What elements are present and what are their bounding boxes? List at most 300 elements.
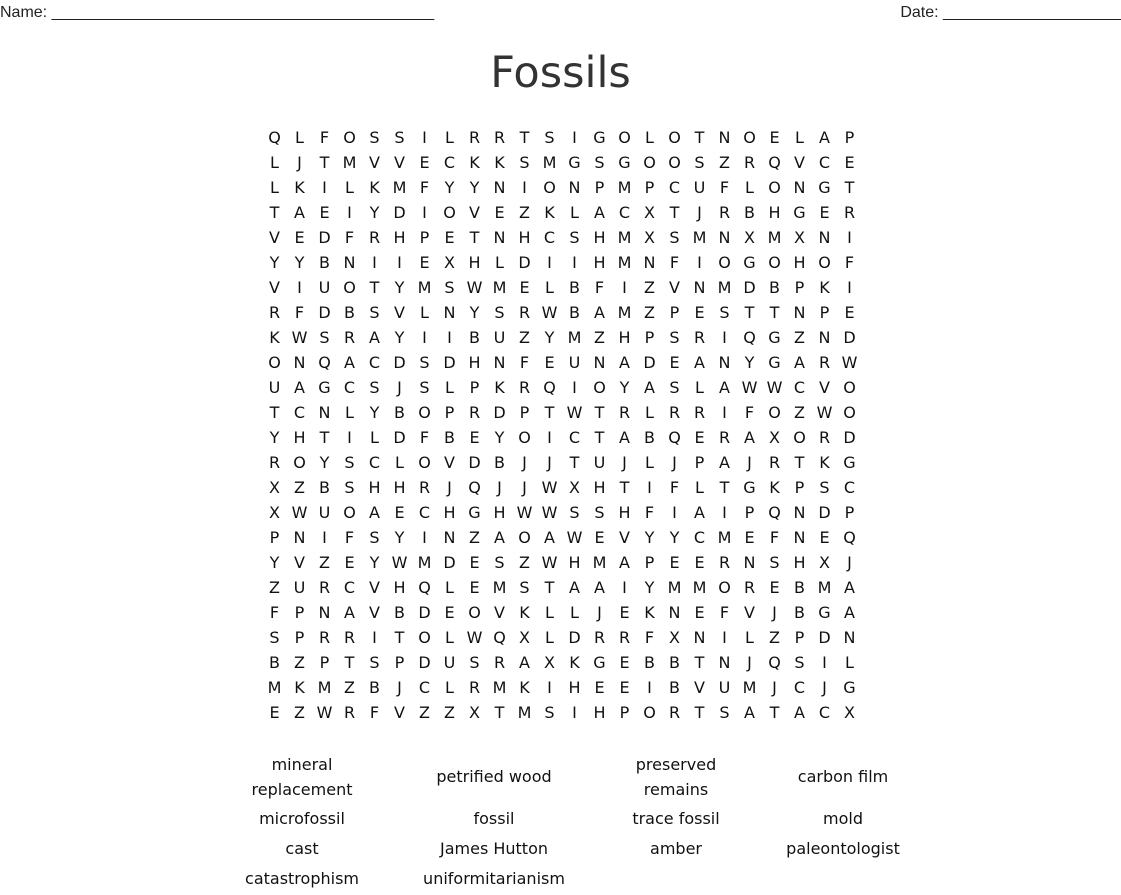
grid-letter: W	[541, 553, 558, 572]
word-list-item	[758, 806, 928, 831]
grid-letter: J	[772, 678, 777, 697]
grid-letter: Z	[644, 303, 655, 322]
grid-letter: U	[493, 328, 506, 347]
grid-letter: U	[693, 178, 706, 197]
grid-letter: S	[669, 328, 680, 347]
grid-letter: P	[794, 628, 805, 647]
word-text: replacement	[251, 780, 353, 799]
grid-letter: Y	[644, 528, 655, 547]
word-list-item	[758, 836, 928, 861]
grid-letter: E	[294, 228, 305, 247]
grid-letter: V	[469, 203, 480, 222]
grid-letter: E	[394, 503, 405, 522]
grid-letter: Z	[519, 553, 530, 572]
name-field[interactable]: Name: ___________________________________________	[0, 4, 435, 21]
grid-letter: K	[494, 153, 505, 172]
grid-letter: V	[369, 153, 380, 172]
grid-letter: S	[719, 303, 730, 322]
grid-letter: R	[343, 703, 356, 722]
grid-letter: D	[843, 428, 856, 447]
grid-letter: C	[568, 428, 581, 447]
grid-letter: X	[544, 653, 555, 672]
grid-letter: H	[768, 203, 781, 222]
grid-letter: M	[617, 228, 632, 247]
grid-letter: E	[544, 353, 555, 372]
grid-row	[262, 650, 862, 675]
grid-letter: W	[566, 403, 583, 422]
grid-letter: K	[469, 153, 480, 172]
grid-letter: N	[718, 228, 731, 247]
grid-letter: Y	[319, 453, 330, 472]
grid-letter: O	[743, 128, 756, 147]
grid-letter: L	[845, 653, 854, 672]
grid-letter: B	[744, 203, 755, 222]
grid-letter: Q	[268, 128, 281, 147]
grid-letter: M	[617, 253, 632, 272]
grid-row	[262, 700, 862, 725]
word-list-item	[399, 836, 589, 861]
grid-letter: W	[541, 303, 558, 322]
grid-letter: R	[718, 428, 731, 447]
grid-letter: F	[669, 253, 680, 272]
grid-letter: R	[618, 403, 631, 422]
grid-letter: F	[344, 228, 355, 247]
grid-row	[262, 600, 862, 625]
grid-letter: M	[492, 678, 507, 697]
grid-letter: V	[694, 678, 705, 697]
grid-letter: J	[397, 678, 402, 697]
grid-letter: L	[420, 303, 429, 322]
grid-letter: Q	[493, 628, 506, 647]
grid-letter: Q	[768, 153, 781, 172]
grid-letter: Q	[743, 328, 756, 347]
grid-letter: O	[518, 428, 531, 447]
grid-letter: N	[693, 278, 706, 297]
grid-letter: I	[847, 278, 852, 297]
grid-letter: J	[847, 553, 852, 572]
grid-letter: K	[644, 603, 655, 622]
word-text: mineral	[271, 755, 333, 774]
grid-letter: K	[494, 378, 505, 397]
grid-letter: R	[468, 403, 481, 422]
grid-letter: J	[697, 203, 702, 222]
grid-letter: C	[343, 578, 356, 597]
grid-row	[262, 400, 862, 425]
grid-letter: Z	[719, 153, 730, 172]
grid-letter: H	[393, 578, 406, 597]
grid-letter: C	[793, 678, 806, 697]
grid-letter: B	[769, 278, 780, 297]
grid-letter: T	[369, 278, 380, 297]
grid-letter: O	[418, 628, 431, 647]
grid-letter: I	[547, 253, 552, 272]
grid-letter: Y	[544, 328, 555, 347]
grid-row	[262, 225, 862, 250]
grid-letter: L	[345, 403, 354, 422]
grid-letter: J	[772, 603, 777, 622]
grid-letter: W	[566, 528, 583, 547]
grid-letter: I	[622, 578, 627, 597]
grid-letter: B	[669, 678, 680, 697]
grid-letter: A	[819, 128, 830, 147]
grid-letter: I	[522, 178, 527, 197]
grid-letter: F	[419, 428, 430, 447]
grid-letter: N	[718, 128, 731, 147]
grid-letter: T	[844, 178, 855, 197]
grid-letter: S	[469, 653, 480, 672]
grid-letter: Y	[744, 353, 755, 372]
grid-row	[262, 525, 862, 550]
grid-letter: M	[692, 578, 707, 597]
grid-letter: N	[568, 178, 581, 197]
grid-letter: J	[397, 378, 402, 397]
grid-letter: G	[743, 253, 756, 272]
grid-letter: E	[419, 253, 430, 272]
grid-letter: Z	[644, 278, 655, 297]
grid-letter: O	[718, 253, 731, 272]
grid-letter: E	[694, 603, 705, 622]
grid-letter: N	[493, 228, 506, 247]
grid-letter: A	[344, 603, 355, 622]
grid-letter: S	[769, 553, 780, 572]
grid-letter: O	[793, 428, 806, 447]
grid-letter: T	[494, 703, 505, 722]
grid-letter: N	[318, 403, 331, 422]
grid-letter: H	[568, 678, 581, 697]
grid-letter: F	[769, 528, 780, 547]
grid-letter: O	[418, 453, 431, 472]
grid-letter: L	[495, 253, 504, 272]
grid-letter: H	[468, 353, 481, 372]
grid-letter: Z	[344, 678, 355, 697]
grid-letter: P	[619, 703, 630, 722]
grid-letter: L	[795, 128, 804, 147]
grid-letter: M	[267, 678, 282, 697]
grid-letter: N	[318, 603, 331, 622]
grid-letter: Z	[594, 328, 605, 347]
grid-letter: O	[668, 153, 681, 172]
word-list-item	[399, 764, 589, 789]
grid-letter: G	[468, 503, 481, 522]
grid-letter: B	[569, 278, 580, 297]
grid-letter: O	[768, 403, 781, 422]
grid-letter: P	[644, 328, 655, 347]
grid-letter: V	[744, 603, 755, 622]
grid-letter: N	[293, 353, 306, 372]
grid-row	[262, 300, 862, 325]
grid-letter: O	[643, 153, 656, 172]
grid-letter: Y	[269, 553, 280, 572]
grid-letter: H	[393, 228, 406, 247]
grid-letter: R	[493, 128, 506, 147]
grid-letter: N	[493, 353, 506, 372]
grid-letter: R	[468, 678, 481, 697]
grid-letter: C	[793, 378, 806, 397]
grid-letter: C	[293, 403, 306, 422]
grid-letter: B	[319, 253, 330, 272]
grid-letter: V	[819, 378, 830, 397]
grid-letter: G	[818, 178, 831, 197]
grid-letter: F	[594, 278, 605, 297]
grid-letter: D	[743, 278, 756, 297]
grid-letter: O	[543, 178, 556, 197]
grid-letter: P	[594, 178, 605, 197]
grid-letter: E	[619, 678, 630, 697]
grid-row	[262, 375, 862, 400]
grid-letter: S	[494, 303, 505, 322]
grid-letter: Q	[843, 528, 856, 547]
word-text: catastrophism	[245, 869, 359, 888]
grid-letter: I	[347, 203, 352, 222]
grid-letter: S	[544, 703, 555, 722]
grid-letter: L	[545, 603, 554, 622]
grid-letter: H	[593, 703, 606, 722]
grid-letter: H	[593, 478, 606, 497]
grid-letter: N	[818, 228, 831, 247]
grid-letter: C	[368, 353, 381, 372]
grid-letter: J	[672, 453, 677, 472]
grid-letter: V	[794, 153, 805, 172]
grid-letter: A	[544, 528, 555, 547]
grid-letter: R	[368, 228, 381, 247]
grid-letter: X	[469, 703, 480, 722]
grid-letter: X	[569, 478, 580, 497]
grid-letter: Q	[768, 653, 781, 672]
grid-letter: D	[393, 428, 406, 447]
grid-letter: N	[443, 528, 456, 547]
grid-letter: Y	[369, 553, 380, 572]
grid-letter: T	[694, 703, 705, 722]
grid-letter: Y	[269, 428, 280, 447]
grid-letter: P	[694, 453, 705, 472]
grid-letter: C	[443, 153, 456, 172]
grid-letter: N	[718, 653, 731, 672]
grid-letter: M	[317, 678, 332, 697]
word-list-item	[217, 806, 387, 831]
grid-letter: I	[822, 653, 827, 672]
grid-letter: L	[445, 678, 454, 697]
grid-letter: W	[291, 328, 308, 347]
grid-letter: E	[469, 428, 480, 447]
grid-letter: H	[443, 503, 456, 522]
word-list-item	[399, 806, 589, 831]
grid-letter: S	[819, 478, 830, 497]
grid-letter: V	[394, 303, 405, 322]
grid-letter: H	[618, 503, 631, 522]
grid-letter: S	[369, 378, 380, 397]
grid-letter: L	[745, 178, 754, 197]
grid-letter: F	[294, 303, 305, 322]
grid-letter: T	[744, 303, 755, 322]
grid-letter: T	[794, 453, 805, 472]
grid-letter: U	[268, 378, 281, 397]
grid-letter: C	[418, 678, 431, 697]
grid-letter: Z	[444, 703, 455, 722]
grid-letter: R	[268, 303, 281, 322]
grid-letter: D	[643, 353, 656, 372]
grid-letter: J	[747, 453, 752, 472]
grid-letter: B	[394, 603, 405, 622]
grid-letter: B	[444, 428, 455, 447]
grid-letter: P	[469, 378, 480, 397]
grid-letter: J	[522, 453, 527, 472]
grid-letter: L	[645, 453, 654, 472]
grid-letter: D	[318, 228, 331, 247]
grid-letter: I	[697, 253, 702, 272]
grid-letter: V	[394, 153, 405, 172]
word-list-item	[217, 752, 387, 802]
grid-letter: S	[344, 453, 355, 472]
grid-letter: I	[572, 378, 577, 397]
grid-letter: Y	[444, 178, 455, 197]
grid-letter: S	[369, 128, 380, 147]
grid-letter: R	[818, 353, 831, 372]
grid-letter: H	[493, 503, 506, 522]
grid-letter: D	[418, 653, 431, 672]
page-title: Fossils	[490, 48, 631, 98]
grid-letter: E	[819, 528, 830, 547]
grid-letter: D	[518, 253, 531, 272]
grid-letter: S	[519, 578, 530, 597]
grid-letter: C	[818, 153, 831, 172]
grid-letter: V	[294, 553, 305, 572]
grid-letter: T	[669, 203, 680, 222]
grid-letter: X	[819, 553, 830, 572]
grid-letter: V	[269, 228, 280, 247]
grid-letter: C	[343, 378, 356, 397]
grid-letter: N	[343, 253, 356, 272]
grid-letter: R	[818, 428, 831, 447]
grid-letter: P	[669, 303, 680, 322]
grid-letter: A	[294, 378, 305, 397]
grid-letter: A	[694, 353, 705, 372]
grid-letter: T	[469, 228, 480, 247]
grid-letter: T	[619, 478, 630, 497]
word-text: preserved	[635, 755, 717, 774]
grid-row	[262, 450, 862, 475]
grid-letter: I	[722, 628, 727, 647]
grid-letter: I	[647, 478, 652, 497]
grid-letter: P	[294, 603, 305, 622]
grid-letter: K	[294, 178, 305, 197]
grid-letter: I	[422, 128, 427, 147]
grid-letter: I	[647, 678, 652, 697]
grid-letter: C	[543, 228, 556, 247]
grid-letter: E	[844, 303, 855, 322]
grid-letter: G	[743, 478, 756, 497]
grid-letter: L	[570, 603, 579, 622]
grid-letter: N	[718, 353, 731, 372]
grid-letter: K	[519, 603, 530, 622]
grid-row	[262, 200, 862, 225]
grid-letter: M	[817, 578, 832, 597]
grid-letter: L	[695, 478, 704, 497]
grid-letter: U	[718, 678, 731, 697]
word-text: fossil	[473, 809, 515, 828]
grid-letter: H	[568, 553, 581, 572]
grid-letter: Z	[519, 203, 530, 222]
grid-letter: E	[669, 553, 680, 572]
grid-letter: Z	[469, 528, 480, 547]
grid-letter: R	[593, 628, 606, 647]
grid-letter: I	[722, 503, 727, 522]
grid-letter: D	[318, 303, 331, 322]
grid-letter: V	[369, 603, 380, 622]
grid-letter: N	[643, 253, 656, 272]
grid-letter: T	[594, 403, 605, 422]
grid-letter: W	[466, 628, 483, 647]
grid-letter: F	[419, 178, 430, 197]
grid-letter: M	[717, 528, 732, 547]
grid-letter: F	[844, 253, 855, 272]
grid-letter: I	[572, 703, 577, 722]
grid-letter: W	[841, 353, 858, 372]
grid-letter: Y	[394, 278, 405, 297]
grid-letter: O	[343, 503, 356, 522]
grid-letter: E	[469, 578, 480, 597]
grid-letter: R	[668, 403, 681, 422]
grid-letter: R	[318, 578, 331, 597]
grid-letter: S	[419, 353, 430, 372]
grid-letter: S	[419, 378, 430, 397]
date-field[interactable]: Date: ____________________	[900, 4, 1121, 21]
grid-letter: C	[368, 453, 381, 472]
grid-letter: A	[369, 328, 380, 347]
grid-letter: I	[622, 278, 627, 297]
grid-letter: R	[418, 478, 431, 497]
grid-letter: Y	[394, 528, 405, 547]
grid-letter: O	[593, 378, 606, 397]
grid-letter: Q	[418, 578, 431, 597]
grid-letter: P	[269, 528, 280, 547]
grid-letter: B	[644, 428, 655, 447]
grid-letter: T	[769, 303, 780, 322]
grid-letter: B	[469, 328, 480, 347]
grid-letter: I	[572, 128, 577, 147]
grid-letter: N	[443, 303, 456, 322]
grid-letter: T	[694, 653, 705, 672]
grid-letter: S	[694, 153, 705, 172]
grid-letter: E	[619, 653, 630, 672]
grid-letter: O	[668, 128, 681, 147]
grid-letter: A	[644, 378, 655, 397]
grid-letter: L	[695, 378, 704, 397]
grid-letter: X	[269, 478, 280, 497]
grid-letter: E	[694, 553, 705, 572]
grid-letter: E	[819, 203, 830, 222]
grid-letter: B	[569, 303, 580, 322]
grid-letter: M	[417, 278, 432, 297]
grid-letter: W	[766, 378, 783, 397]
grid-letter: V	[369, 578, 380, 597]
grid-letter: E	[269, 703, 280, 722]
grid-letter: Z	[794, 403, 805, 422]
grid-letter: P	[394, 653, 405, 672]
grid-letter: S	[519, 153, 530, 172]
grid-letter: S	[794, 653, 805, 672]
grid-letter: Y	[294, 253, 305, 272]
grid-letter: S	[369, 528, 380, 547]
grid-letter: F	[744, 403, 755, 422]
grid-letter: I	[447, 328, 452, 347]
grid-letter: S	[719, 703, 730, 722]
grid-letter: V	[494, 603, 505, 622]
grid-letter: D	[818, 628, 831, 647]
grid-letter: I	[547, 428, 552, 447]
grid-letter: L	[745, 628, 754, 647]
grid-letter: M	[592, 553, 607, 572]
grid-letter: P	[794, 478, 805, 497]
